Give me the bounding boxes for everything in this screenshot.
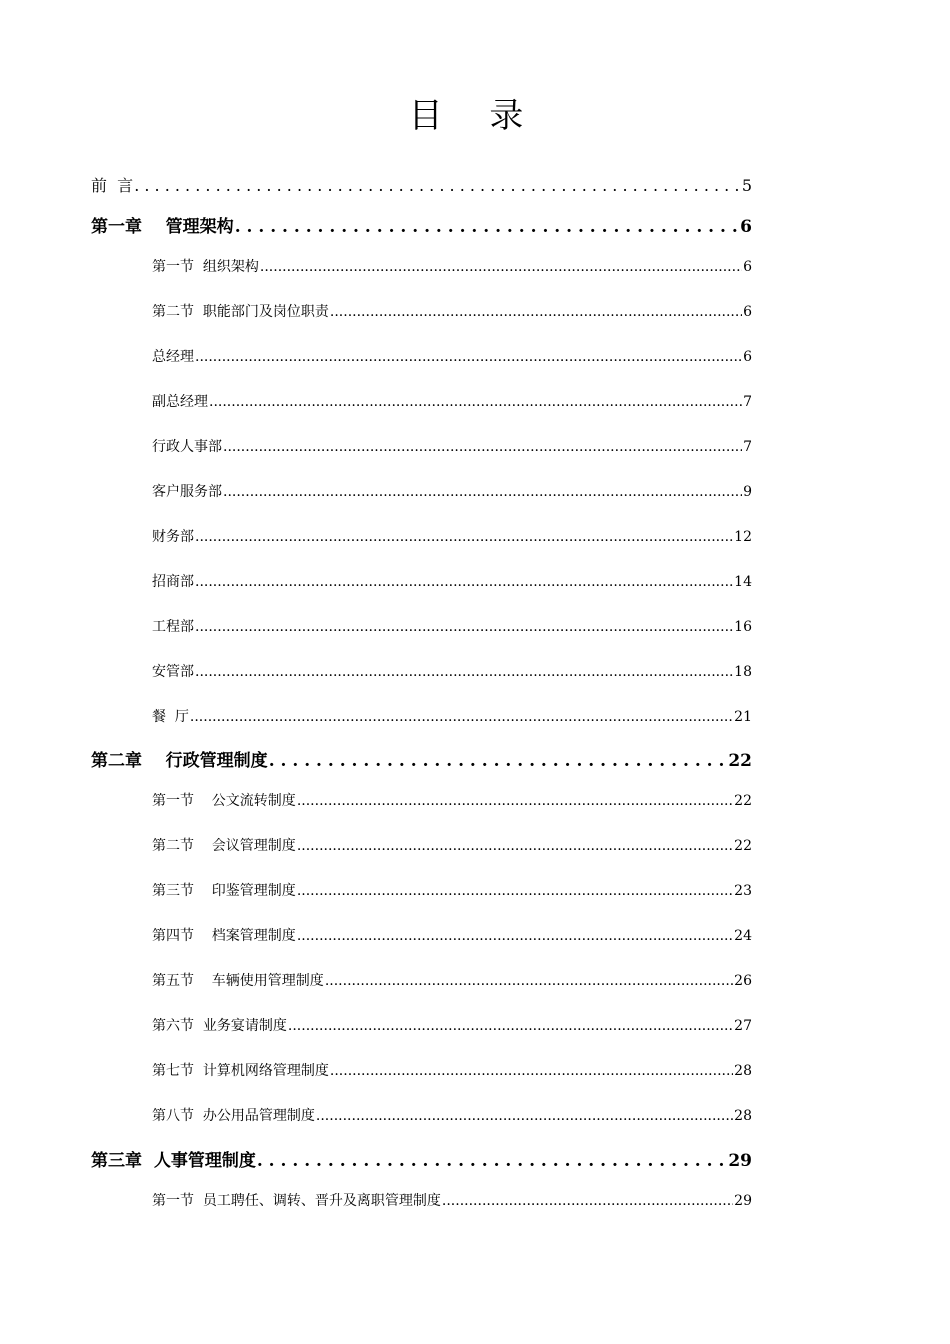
toc-chapter-entry[interactable]	[91, 212, 752, 237]
toc-page-number: 28	[734, 1108, 752, 1124]
toc-dot-leader	[297, 928, 733, 944]
toc-entry-label: 第二节 会议管理制度	[152, 838, 296, 854]
toc-entry-label: 餐 厅	[152, 709, 189, 725]
toc-entry-label: 第二节 职能部门及岗位职责	[152, 304, 329, 320]
toc-section-entry[interactable]	[152, 1060, 752, 1080]
toc-section-entry[interactable]	[152, 1190, 752, 1210]
toc-entry-label: 客户服务部	[152, 484, 222, 500]
toc-dot-leader	[223, 439, 742, 455]
toc-entry-label: 第二章 行政管理制度	[91, 751, 268, 771]
toc-entry-label: 前 言	[91, 176, 134, 195]
toc-entry-label: 行政人事部	[152, 439, 222, 455]
toc-section-entry[interactable]	[152, 391, 752, 411]
toc-section-entry[interactable]	[152, 925, 752, 945]
toc-section-entry[interactable]	[152, 661, 752, 681]
toc-dot-leader	[325, 973, 733, 989]
toc-entry-label: 第六节 业务宴请制度	[152, 1018, 287, 1034]
toc-section-entry[interactable]	[152, 1105, 752, 1125]
toc-page-number: 7	[743, 394, 752, 410]
toc-entry-label: 第一节 公文流转制度	[152, 793, 296, 809]
toc-section-entry[interactable]	[152, 616, 752, 636]
toc-dot-leader	[297, 883, 733, 899]
toc-page-number: 22	[734, 793, 752, 809]
toc-dot-leader	[195, 529, 733, 545]
toc-dot-leader	[257, 1151, 727, 1171]
toc-page-number: 26	[734, 973, 752, 989]
toc-section-entry[interactable]	[152, 436, 752, 456]
toc-entry-label: 第一章 管理架构	[91, 217, 234, 237]
toc-dot-leader	[235, 217, 739, 237]
toc-entry-label: 工程部	[152, 619, 194, 635]
toc-page-number: 21	[734, 709, 752, 725]
toc-page-number: 23	[734, 883, 752, 899]
toc-dot-leader	[195, 619, 733, 635]
toc-chapter-entry[interactable]	[91, 746, 752, 771]
toc-dot-leader	[190, 709, 733, 725]
toc-page-number: 22	[728, 751, 752, 771]
toc-dot-leader	[297, 793, 733, 809]
toc-section-entry[interactable]	[152, 970, 752, 990]
toc-section-entry[interactable]	[152, 526, 752, 546]
toc-section-entry[interactable]	[152, 880, 752, 900]
toc-entry-label: 副总经理	[152, 394, 208, 410]
toc-entry-label: 第七节 计算机网络管理制度	[152, 1063, 329, 1079]
toc-dot-leader	[269, 751, 728, 771]
toc-dot-leader	[195, 349, 742, 365]
toc-section-entry[interactable]	[152, 706, 752, 726]
toc-dot-leader	[316, 1108, 733, 1124]
toc-chapter-entry[interactable]	[91, 1146, 752, 1171]
toc-entry-label: 第四节 档案管理制度	[152, 928, 296, 944]
toc-dot-leader	[442, 1193, 733, 1209]
toc-entry-label: 第一节 组织架构	[152, 259, 259, 275]
toc-section-entry[interactable]	[152, 790, 752, 810]
toc-page-number: 29	[734, 1193, 752, 1209]
toc-page-number: 14	[734, 574, 752, 590]
toc-page-number: 6	[743, 304, 752, 320]
toc-entry-label: 招商部	[152, 574, 194, 590]
toc-page-number: 6	[740, 217, 752, 237]
toc-dot-leader	[330, 1063, 733, 1079]
toc-section-entry[interactable]	[152, 835, 752, 855]
toc-chapter-entry[interactable]	[91, 173, 752, 196]
toc-dot-leader	[330, 304, 742, 320]
toc-page-number: 6	[743, 349, 752, 365]
toc-page-number: 28	[734, 1063, 752, 1079]
toc-page-number: 5	[741, 176, 752, 195]
toc-dot-leader	[288, 1018, 733, 1034]
toc-page-number: 6	[743, 259, 752, 275]
toc-entry-label: 第八节 办公用品管理制度	[152, 1108, 315, 1124]
toc-dot-leader	[260, 259, 742, 275]
toc-entry-label: 财务部	[152, 529, 194, 545]
toc-dot-leader	[195, 664, 733, 680]
toc-section-entry[interactable]	[152, 481, 752, 501]
toc-entry-label: 安管部	[152, 664, 194, 680]
toc-section-entry[interactable]	[152, 571, 752, 591]
toc-page-number: 9	[743, 484, 752, 500]
toc-entry-label: 第三章 人事管理制度	[91, 1151, 256, 1171]
toc-page-number: 12	[734, 529, 752, 545]
toc-dot-leader	[297, 838, 733, 854]
toc-section-entry[interactable]	[152, 301, 752, 321]
toc-dot-leader	[223, 484, 742, 500]
toc-dot-leader	[209, 394, 742, 410]
toc-page-number: 7	[743, 439, 752, 455]
toc-page-number: 24	[734, 928, 752, 944]
toc-section-entry[interactable]	[152, 346, 752, 366]
toc-dot-leader	[195, 574, 733, 590]
toc-entry-label: 第一节 员工聘任、调转、晋升及离职管理制度	[152, 1193, 441, 1209]
toc-section-entry[interactable]	[152, 256, 752, 276]
toc-page-number: 16	[734, 619, 752, 635]
page-title: 目 录	[408, 96, 542, 136]
toc-section-entry[interactable]	[152, 1015, 752, 1035]
toc-page-number: 22	[734, 838, 752, 854]
toc-page-number: 29	[728, 1151, 752, 1171]
toc-page-number: 18	[734, 664, 752, 680]
toc-page-number: 27	[734, 1018, 752, 1034]
toc-entry-label: 第三节 印鉴管理制度	[152, 883, 296, 899]
toc-dot-leader	[134, 176, 741, 195]
toc-entry-label: 第五节 车辆使用管理制度	[152, 973, 324, 989]
toc-entry-label: 总经理	[152, 349, 194, 365]
